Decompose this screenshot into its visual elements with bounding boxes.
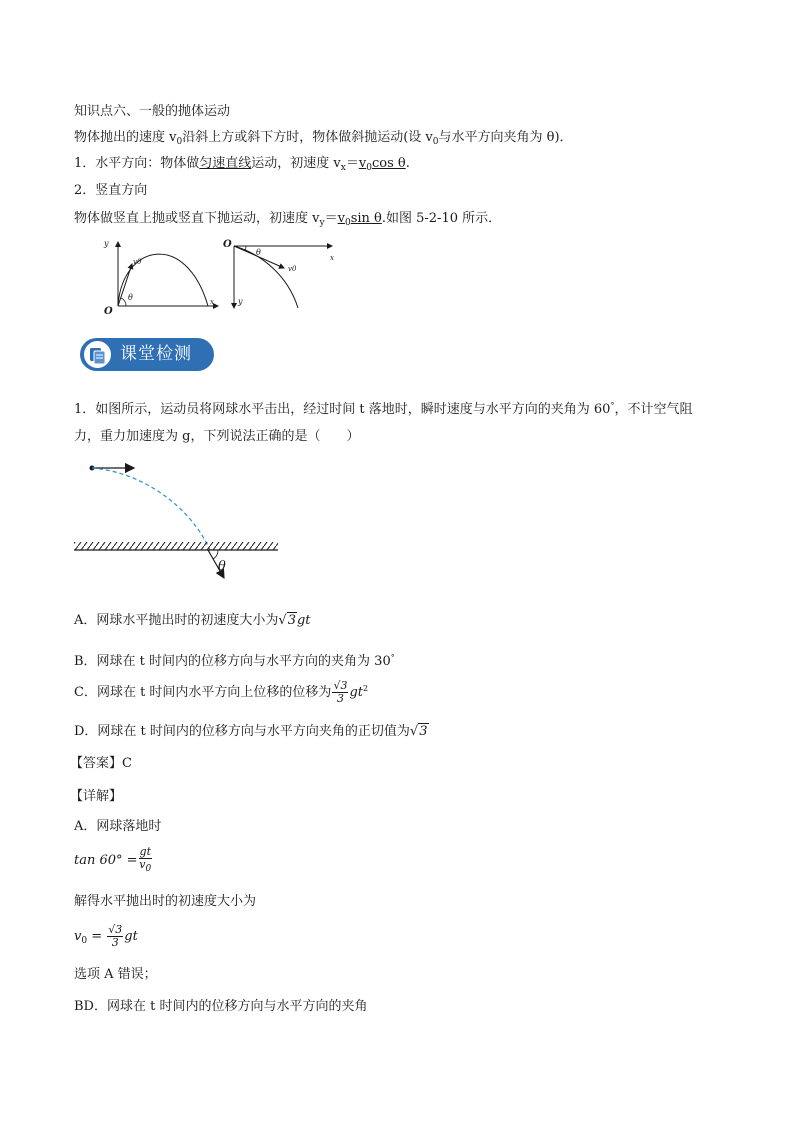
option-d-radical: √3	[409, 724, 428, 739]
item1-underlined: 匀速直线	[199, 156, 252, 171]
item2-value: $v_0\sin$ θ	[337, 211, 382, 228]
item-1-line	[74, 155, 410, 177]
answer-label: 【答案】C	[70, 756, 132, 771]
intro-sub: 0	[176, 137, 183, 147]
option-c-fraction: $\frac{√3}{3}$	[333, 679, 348, 705]
item1-sub: x	[340, 163, 346, 173]
fig2-label-v0: v0	[288, 265, 297, 273]
detail-solve-line: 解得水平抛出时的初速度大小为	[74, 894, 257, 909]
fig2-label-theta: θ	[256, 248, 261, 257]
fig1-angle-arc	[121, 298, 126, 306]
option-a: A．网球水平抛出时的初速度大小为√3gt	[74, 613, 311, 628]
item-2-title: 2．竖直方向	[74, 183, 148, 198]
v0-fraction: $\frac{√3}{3}$	[108, 923, 123, 949]
fig2-label-x: x	[330, 254, 334, 262]
item1-text-b: 运动，初速度 v	[251, 156, 341, 171]
fig1-label-origin: O	[104, 306, 113, 316]
detail-a-line: A．网球落地时	[74, 819, 162, 834]
item2-text-b: .如图 5-2-10 所示．	[381, 211, 502, 226]
question-line-2: 力，重力加速度为 g，下列说法正确的是（ ）	[74, 429, 360, 444]
option-c: C．网球在 t 时间内水平方向上位移的位移为 $\frac{√3}{3}$ $gt^2$	[74, 679, 369, 705]
item1-value: $v_0\cos$ θ	[358, 156, 406, 173]
intro-line	[74, 129, 573, 151]
option-a-radical: √3	[278, 613, 296, 628]
figure-tennis-trajectory	[72, 458, 284, 588]
detail-bd-line: BD．网球在 t 时间内的位移方向与水平方向的夹角	[74, 999, 368, 1014]
question-line-1: 1．如图所示，运动员将网球水平击出，经过时间 t 落地时，瞬时速度与水平方向的夹角为 60°，不计空气阻	[74, 401, 693, 417]
detail-v0-equation: $v_0$ = $\frac{√3}{3}$ gt	[74, 923, 138, 949]
fig1-label-v0: v0	[133, 258, 142, 266]
option-b: B．网球在 t 时间内的位移方向与水平方向的夹角为 30°	[74, 653, 395, 669]
fig1-label-x: x	[210, 298, 214, 306]
fig1-label-y: y	[104, 239, 109, 248]
tan-fraction: $\frac{gt}{v_0}$	[139, 845, 152, 874]
ball-trajectory	[92, 468, 210, 550]
document-stack-icon	[82, 339, 113, 370]
fig2-label-origin: O	[223, 239, 232, 250]
figure-downward-projectile	[222, 236, 340, 318]
fig2-label-y: y	[238, 297, 243, 306]
badge-label: 课堂检测	[120, 344, 192, 364]
figure-oblique-projectile	[100, 234, 224, 316]
intro-text-a: 物体抛出的速度 v	[74, 130, 177, 145]
ground-hatch	[74, 542, 278, 550]
item-2-desc	[74, 210, 501, 232]
item2-sub: y	[319, 218, 325, 228]
item2-text-a: 物体做竖直上抛或竖直下抛运动，初速度 v	[74, 211, 320, 226]
landing-angle-arc	[213, 550, 218, 559]
detail-tan-equation: tan 60° = $\frac{gt}{v_0}$	[74, 845, 152, 874]
option-d: D．网球在 t 时间内的位移方向与水平方向夹角的正切值为√3	[74, 724, 428, 739]
item2-eq: ＝	[324, 211, 338, 226]
item1-text-a: 1．水平方向：物体做	[74, 156, 200, 171]
intro-sub-2: 0	[432, 137, 439, 147]
class-check-badge	[80, 338, 214, 371]
section-title: 知识点六、一般的抛体运动	[74, 104, 231, 119]
fig2-trajectory	[234, 246, 298, 308]
fig1-label-theta: θ	[128, 293, 133, 302]
intro-text-c: 与水平方向夹角为 θ)．	[438, 130, 573, 145]
landing-angle-label: θ	[218, 559, 226, 574]
item1-eq: ＝	[345, 156, 359, 171]
intro-text-b: 沿斜上方或斜下方时，物体做斜抛运动(设 v	[182, 130, 433, 145]
item1-end: .	[405, 156, 410, 171]
detail-label: 【详解】	[70, 789, 123, 804]
detail-wrong-line: 选项 A 错误；	[74, 967, 157, 982]
